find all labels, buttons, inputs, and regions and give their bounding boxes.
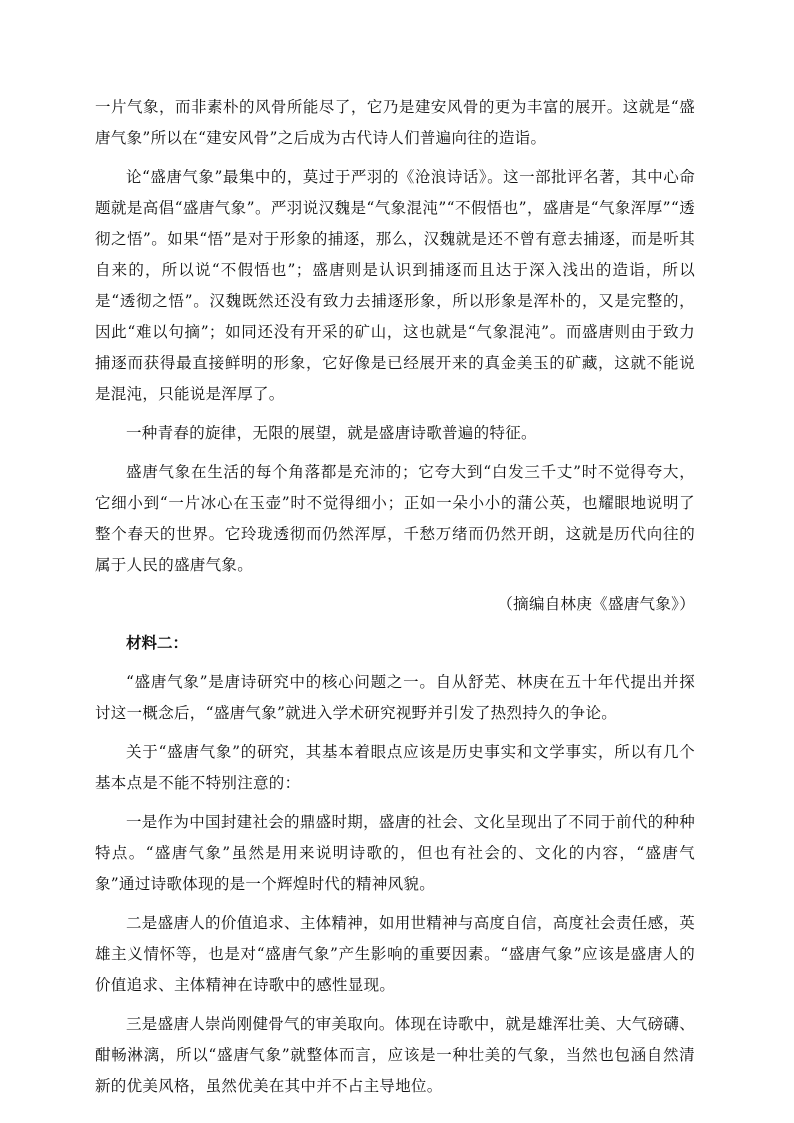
- document-page: [95, 92, 695, 1110]
- paragraph: 一片气象，而非素朴的风骨所能尽了，它乃是建安风骨的更为丰富的展开。这就是“盛唐气象”所以在“建安风骨”之后成为古代诗人们普遍向往的造诣。: [95, 98, 695, 147]
- source-citation: （摘编自林庚《盛唐气象》）: [497, 595, 695, 613]
- paragraph: 二是盛唐人的价值追求、主体精神，如用世精神与高度自信，高度社会责任感，英雄主义情怀等，也是对“盛唐气象”产生影响的重要因素。“盛唐气象”应该是盛唐人的价值追求、主体精神在诗歌中的感性显现。: [95, 914, 695, 994]
- paragraph: 盛唐气象在生活的每个角落都是充沛的；它夸大到“白发三千丈”时不觉得夸大，它细小到“一片冰心在玉壶”时不觉得细小；正如一朵小小的蒲公英，也耀眼地说明了整个春天的世界。它玲珑透彻而仍然浑厚，千愁万绪而仍然开朗，这就是历代向往的属于人民的盛唐气象。: [95, 463, 695, 574]
- paragraph: 论“盛唐气象”最集中的，莫过于严羽的《沧浪诗话》。这一部批评名著，其中心命题就是高倡“盛唐气象”。严羽说汉魏是“气象混沌”“不假悟也”，盛唐是“气象浑厚”“透彻之悟”。如果“悟”是对于形象的捕逐，那么，汉魏就是还不曾有意去捕逐，而是听其自来的，所以说“不假悟也”；盛唐则是认识到捕逐而且达于深入浅出的造诣，所以是“透彻之悟”。汉魏既然还没有致力去捕逐形象，所以形象是浑朴的，又是完整的，因此“难以句摘”；如同还没有开采的矿山，这也就是“气象混沌”。而盛唐则由于致力捕逐而获得最直接鲜明的形象，它好像是已经展开来的真金美玉的矿藏，这就不能说是混沌，只能说是浑厚了。: [95, 168, 695, 403]
- paragraph: 一种青春的旋律，无限的展望，就是盛唐诗歌普遍的特征。: [126, 424, 537, 442]
- paragraph: 一是作为中国封建社会的鼎盛时期，盛唐的社会、文化呈现出了不同于前代的种种特点。“盛唐气象”虽然是用来说明诗歌的，但也有社会的、文化的内容，“盛唐气象”通过诗歌体现的是一个辉煌时代的精神风貌。: [95, 813, 695, 893]
- paragraph: “盛唐气象”是唐诗研究中的核心问题之一。自从舒芜、林庚在五十年代提出并探讨这一概念后，“盛唐气象”就进入学术研究视野并引发了热烈持久的争论。: [95, 673, 695, 722]
- section-heading: 材料二：: [126, 634, 189, 652]
- paragraph: 三是盛唐人崇尚刚健骨气的审美取向。体现在诗歌中，就是雄浑壮美、大气磅礴、酣畅淋漓，所以“盛唐气象”就整体而言，应该是一种壮美的气象，当然也包涵自然清新的优美风格，虽然优美在其中并不占主导地位。: [95, 1015, 695, 1095]
- paragraph: 关于“盛唐气象”的研究，其基本着眼点应该是历史事实和文学事实，所以有几个基本点是不能不特别注意的：: [95, 743, 695, 792]
